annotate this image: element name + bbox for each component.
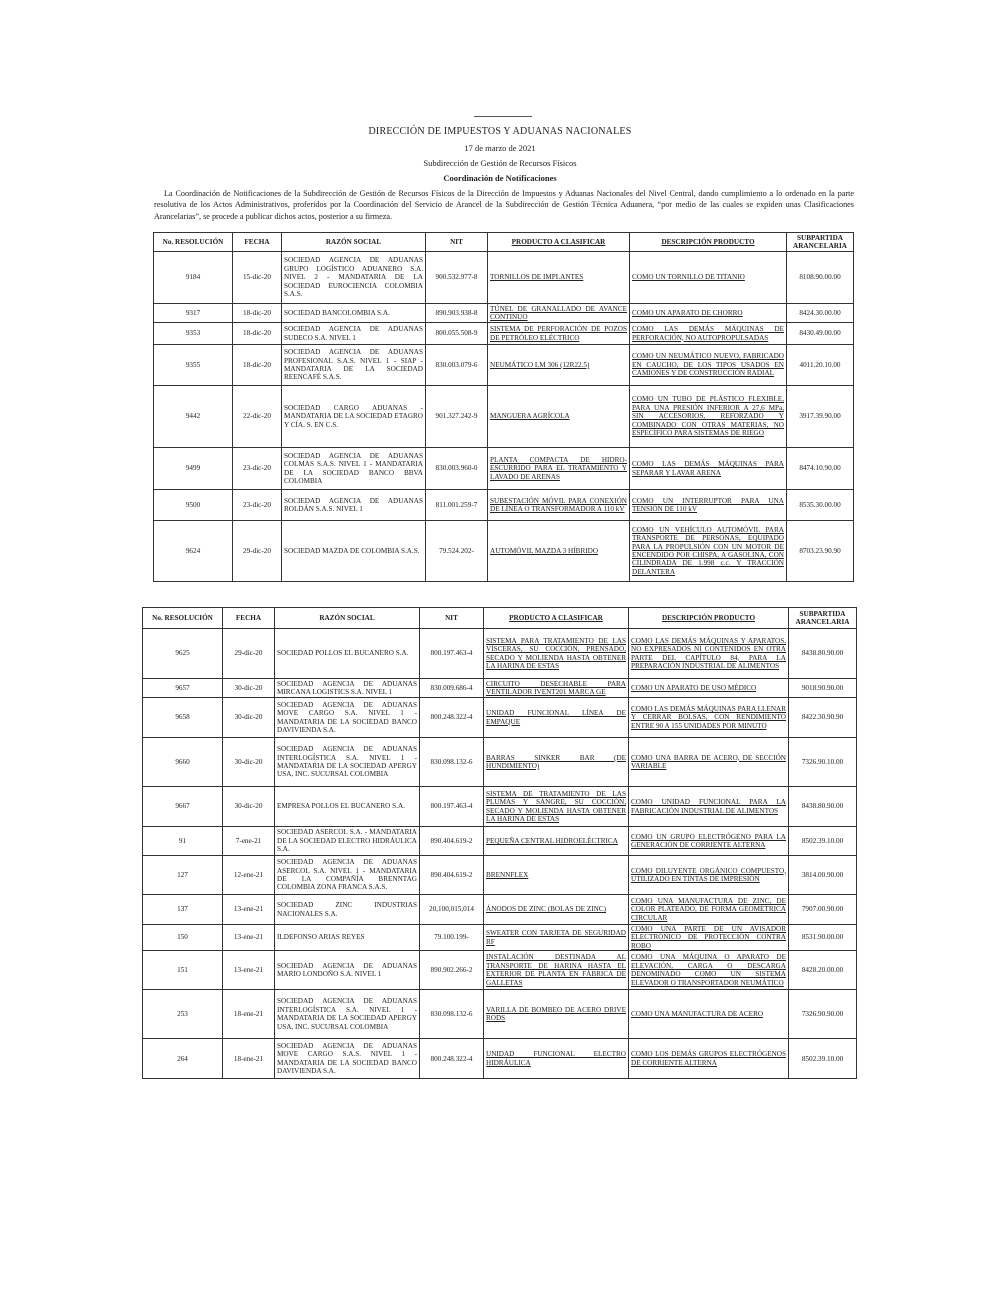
- cell-resolucion: 9658: [143, 698, 223, 738]
- cell-producto: BARRAS SINKER BAR (DE HUNDIMIENTO): [484, 738, 629, 787]
- col-header-razon-social: RAZÓN SOCIAL: [275, 608, 420, 629]
- col-header-descripcion: DESCRIPCIÓN PRODUCTO: [630, 233, 787, 252]
- cell-producto: UNIDAD FUNCIONAL LÍNEA DE EMPAQUE: [484, 698, 629, 738]
- top-rule: [474, 116, 532, 117]
- cell-nit: 20,100,015,014: [420, 895, 484, 925]
- intro-paragraph: La Coordinación de Notificaciones de la Subdirección de Gestión de Recursos Físicos de la Dirección de Impuestos y Aduanas Nacionales del Nivel Central, dando cumplimiento a lo ordenado en la parte resolutiva de los Actos Administrativos, proferidos por la Coordinación del Servicio de Arancel de la Subdirección de Gestión Técnica Aduanera, “por medio de las cuales se expiden unas Clasificaciones Arancelarias”, se procede a publicar dichos actos, posterior a su firmeza.: [154, 189, 854, 221]
- cell-nit: 900.532.977-8: [426, 252, 488, 304]
- cell-descripcion: COMO UN TORNILLO DE TITANIO: [630, 252, 787, 304]
- table-row: [154, 386, 854, 448]
- table-row: [143, 895, 857, 925]
- cell-nit: 830.009.686-4: [420, 679, 484, 698]
- cell-razon-social: SOCIEDAD ASERCOL S.A. - MANDATARIA DE LA SOCIEDAD ELECTRO HIDRÁULICA S.A.: [275, 827, 420, 856]
- table-row: [154, 304, 854, 323]
- cell-fecha: 7-ene-21: [223, 827, 275, 856]
- cell-resolucion: 9353: [154, 323, 233, 345]
- cell-razon-social: SOCIEDAD POLLOS EL BUCANERO S.A.: [275, 629, 420, 679]
- cell-subpartida: 8531.90.00.00: [789, 925, 857, 951]
- cell-descripcion: COMO UN APARATO DE CHORRO: [630, 304, 787, 323]
- table-row: [143, 951, 857, 990]
- cell-producto: PLANTA COMPACTA DE HIDRO-ESCURRIDO PARA EL TRATAMIENTO Y LAVADO DE ARENAS: [488, 448, 630, 490]
- table-row: [154, 252, 854, 304]
- cell-subpartida: 8422.30.90.90: [789, 698, 857, 738]
- table-row: [154, 345, 854, 386]
- cell-razon-social: SOCIEDAD AGENCIA DE ADUANAS MOVE CARGO S.A.S. NIVEL 1 - MANDATARIA DE LA SOCIEDAD BANCO DAVIVIENDA S.A.: [275, 1039, 420, 1079]
- col-header-subpartida: SUBPARTIDA ARANCELARIA: [787, 233, 854, 252]
- table-row: [143, 856, 857, 895]
- cell-resolucion: 137: [143, 895, 223, 925]
- cell-subpartida: 7326.90.90.00: [789, 990, 857, 1039]
- cell-resolucion: 150: [143, 925, 223, 951]
- cell-producto: SISTEMA PARA TRATAMIENTO DE LAS VÍSCERAS, SU COCCIÓN, PRENSADO, SECADO Y MOLIENDA HASTA OBTENER LA HARINA DE ESTAS: [484, 629, 629, 679]
- cell-fecha: 30-dic-20: [223, 698, 275, 738]
- cell-razon-social: ILDEFONSO ARIAS REYES: [275, 925, 420, 951]
- cell-descripcion: COMO UN GRUPO ELECTRÓGENO PARA LA GENERACIÓN DE CORRIENTE ALTERNA: [629, 827, 789, 856]
- cell-razon-social: SOCIEDAD ZINC INDUSTRIAS NACIONALES S.A.: [275, 895, 420, 925]
- col-header-descripcion: DESCRIPCIÓN PRODUCTO: [629, 608, 789, 629]
- cell-descripcion: COMO LAS DEMÁS MÁQUINAS PARA LLENAR Y CERRAR BOLSAS, CON RENDIMIENTO ENTRE 90 A 155 UNIDADES POR MINUTO: [629, 698, 789, 738]
- cell-subpartida: 8535.30.00.00: [787, 490, 854, 521]
- cell-subpartida: 7326.90.10.00: [789, 738, 857, 787]
- cell-fecha: 30-dic-20: [223, 679, 275, 698]
- cell-resolucion: 127: [143, 856, 223, 895]
- cell-descripcion: COMO LAS DEMÁS MÁQUINAS PARA SEPARAR Y LAVAR ARENA: [630, 448, 787, 490]
- cell-producto: AUTOMÓVIL MAZDA 3 HÍBRIDO: [488, 521, 630, 582]
- cell-subpartida: 8428.20.00.00: [789, 951, 857, 990]
- col-header-resolucion: No. RESOLUCIÓN: [143, 608, 223, 629]
- col-header-nit: NIT: [426, 233, 488, 252]
- cell-resolucion: 91: [143, 827, 223, 856]
- cell-producto: UNIDAD FUNCIONAL ELECTRO HIDRÁULICA: [484, 1039, 629, 1079]
- resolutions-table-1: [153, 232, 854, 582]
- cell-razon-social: SOCIEDAD AGENCIA DE ADUANAS SUDECO S.A. NIVEL 1: [282, 323, 426, 345]
- cell-producto: NEUMÁTICO LM 306 (12R22.5): [488, 345, 630, 386]
- cell-subpartida: 4011.20.10.00: [787, 345, 854, 386]
- coordinacion-label: Coordinación de Notificaciones: [443, 173, 557, 183]
- cell-razon-social: SOCIEDAD BANCOLOMBIA S.A.: [282, 304, 426, 323]
- cell-nit: 901.327.242-9: [426, 386, 488, 448]
- cell-fecha: 18-ene-21: [223, 1039, 275, 1079]
- cell-razon-social: SOCIEDAD AGENCIA DE ADUANAS GRUPO LOGÍSTICO ADUANERO S.A. NIVEL 2 - MANDATARIA DE LA SOCIEDAD EUROCIENCIA COLOMBIA S.A.S.: [282, 252, 426, 304]
- cell-producto: TÚNEL DE GRANALLADO DE AVANCE CONTINUO: [488, 304, 630, 323]
- cell-razon-social: SOCIEDAD AGENCIA DE ADUANAS INTERLOGÍSTICA S.A. NIVEL 1 - MANDATARIA DE LA SOCIEDAD APERGY USA, INC. SUCURSAL COLOMBIA: [275, 738, 420, 787]
- cell-subpartida: 8474.10.90.00: [787, 448, 854, 490]
- cell-descripcion: COMO UN TUBO DE PLÁSTICO FLEXIBLE, PARA UNA PRESIÓN INFERIOR A 27,6 MPa, SIN ACCESORIOS, REFORZADO Y COMBINADO CON OTRAS MATERIAS, NO ESPECÍFICO PARA SISTEMAS DE RIEGO: [630, 386, 787, 448]
- table-row: [143, 925, 857, 951]
- cell-descripcion: COMO UNA MANUFACTURA DE ACERO: [629, 990, 789, 1039]
- cell-descripcion: COMO LAS DEMÁS MÁQUINAS Y APARATOS, NO EXPRESADOS NI CONTENIDOS EN OTRA PARTE DEL CAPÍTULO 84, PARA LA PREPARACIÓN INDUSTRIAL DE ALIMENTOS: [629, 629, 789, 679]
- cell-producto: MANGUERA AGRÍCOLA: [488, 386, 630, 448]
- cell-subpartida: 3917.39.90.00: [787, 386, 854, 448]
- cell-nit: 800.248.322-4: [420, 698, 484, 738]
- cell-nit: 830.098.132-6: [420, 990, 484, 1039]
- cell-descripcion: COMO UN VEHÍCULO AUTOMÓVIL PARA TRANSPORTE DE PERSONAS, EQUIPADO PARA LA PROPULSIÓN CON UN MOTOR DE ENCENDIDO POR CHISPA, A GASOLINA, CON CILINDRADA DE 1.998 c.c. Y TRACCIÓN DELANTERA: [630, 521, 787, 582]
- cell-subpartida: 8108.90.00.00: [787, 252, 854, 304]
- cell-razon-social: SOCIEDAD AGENCIA DE ADUANAS ROLDÁN S.A.S. NIVEL 1: [282, 490, 426, 521]
- col-header-fecha: FECHA: [233, 233, 282, 252]
- cell-producto: TORNILLOS DE IMPLANTES: [488, 252, 630, 304]
- cell-descripcion: COMO UNA BARRA DE ACERO, DE SECCIÓN VARIABLE: [629, 738, 789, 787]
- cell-nit: 800.197.463-4: [420, 787, 484, 827]
- cell-fecha: 13-ene-21: [223, 951, 275, 990]
- cell-resolucion: 9667: [143, 787, 223, 827]
- cell-razon-social: SOCIEDAD AGENCIA DE ADUANAS MIRCANA LOGISTICS S.A. NIVEL 1: [275, 679, 420, 698]
- publication-date: 17 de marzo de 2021: [464, 143, 536, 153]
- cell-resolucion: 9184: [154, 252, 233, 304]
- cell-fecha: 30-dic-20: [223, 738, 275, 787]
- col-header-producto: PRODUCTO A CLASIFICAR: [488, 233, 630, 252]
- cell-nit: 830.098.132-6: [420, 738, 484, 787]
- cell-nit: 800.055.508-9: [426, 323, 488, 345]
- cell-fecha: 18-dic-20: [233, 345, 282, 386]
- cell-subpartida: 8438.80.90.00: [789, 629, 857, 679]
- cell-descripcion: COMO UNA MÁQUINA O APARATO DE ELEVACIÓN, CARGA O DESCARGA DENOMINADO COMO UN SISTEMA ELEVADOR O TRANSPORTADOR NEUMÁTICO: [629, 951, 789, 990]
- cell-resolucion: 9660: [143, 738, 223, 787]
- col-header-razon-social: RAZÓN SOCIAL: [282, 233, 426, 252]
- cell-descripcion: COMO UNA PARTE DE UN AVISADOR ELECTRÓNICO DE PROTECCIÓN CONTRA ROBO: [629, 925, 789, 951]
- cell-razon-social: EMPRESA POLLOS EL BUCANERO S.A.: [275, 787, 420, 827]
- table-row: [143, 698, 857, 738]
- cell-subpartida: 8424.30.00.00: [787, 304, 854, 323]
- cell-nit: 811.001.259-7: [426, 490, 488, 521]
- cell-subpartida: 8430.49.00.00: [787, 323, 854, 345]
- cell-fecha: 15-dic-20: [233, 252, 282, 304]
- table-header-row: [154, 233, 854, 252]
- col-header-resolucion: No. RESOLUCIÓN: [154, 233, 233, 252]
- cell-resolucion: 9355: [154, 345, 233, 386]
- cell-fecha: 23-dic-20: [233, 448, 282, 490]
- cell-nit: 79.524.202-: [426, 521, 488, 582]
- cell-producto: SUBESTACIÓN MÓVIL PARA CONEXIÓN DE LÍNEA O TRANSFORMADOR A 110 kV: [488, 490, 630, 521]
- cell-descripcion: COMO UN APARATO DE USO MÉDICO: [629, 679, 789, 698]
- cell-descripcion: COMO UNIDAD FUNCIONAL PARA LA FABRICACIÓN INDUSTRIAL DE ALIMENTOS: [629, 787, 789, 827]
- cell-subpartida: 3814.00.90.00: [789, 856, 857, 895]
- cell-producto: INSTALACIÓN DESTINADA AL TRANSPORTE DE HARINA HASTA EL EXTERIOR DE PLANTA EN FÁBRICA DE GALLETAS: [484, 951, 629, 990]
- table-row: [154, 490, 854, 521]
- cell-fecha: 18-dic-20: [233, 304, 282, 323]
- table-row: [154, 323, 854, 345]
- cell-razon-social: SOCIEDAD AGENCIA DE ADUANAS COLMAS S.A.S. NIVEL 1 - MANDATARIA DE LA SOCIEDAD BANCO BBVA COLOMBIA: [282, 448, 426, 490]
- col-header-producto: PRODUCTO A CLASIFICAR: [484, 608, 629, 629]
- table-row: [143, 827, 857, 856]
- page-title: DIRECCIÓN DE IMPUESTOS Y ADUANAS NACIONALES: [368, 126, 632, 137]
- cell-fecha: 12-ene-21: [223, 856, 275, 895]
- table-row: [143, 679, 857, 698]
- cell-resolucion: 253: [143, 990, 223, 1039]
- cell-subpartida: 7907.00.90.00: [789, 895, 857, 925]
- cell-descripcion: COMO UNA MANUFACTURA DE ZINC, DE COLOR PLATEADO, DE FORMA GEOMÉTRICA CIRCULAR: [629, 895, 789, 925]
- cell-nit: 830.003.079-6: [426, 345, 488, 386]
- table-row: [143, 990, 857, 1039]
- cell-razon-social: SOCIEDAD AGENCIA DE ADUANAS PROFESIONAL S.A.S. NIVEL 1 - SIAP - MANDATARIA DE LA SOCIEDAD REENCAFÉ S.A.S.: [282, 345, 426, 386]
- cell-nit: 890.404.619-2: [420, 827, 484, 856]
- cell-razon-social: SOCIEDAD AGENCIA DE ADUANAS MARIO LONDOÑO S.A. NIVEL 1: [275, 951, 420, 990]
- cell-razon-social: SOCIEDAD AGENCIA DE ADUANAS MOVE CARGO S.A. NIVEL 1 - MANDATARIA DE LA SOCIEDAD BANCO DAVIVIENDA S.A.: [275, 698, 420, 738]
- cell-resolucion: 9499: [154, 448, 233, 490]
- cell-producto: SWEATER CON TARJETA DE SEGURIDAD RF: [484, 925, 629, 951]
- col-header-fecha: FECHA: [223, 608, 275, 629]
- cell-fecha: 13-ene-21: [223, 895, 275, 925]
- cell-fecha: 30-dic-20: [223, 787, 275, 827]
- cell-producto: SISTEMA DE PERFORACIÓN DE POZOS DE PETRÓLEO ELÉCTRICO: [488, 323, 630, 345]
- cell-nit: 890.903.938-8: [426, 304, 488, 323]
- table-header-row: [143, 608, 857, 629]
- cell-nit: 79.100.199-: [420, 925, 484, 951]
- cell-subpartida: 8438.80.90.00: [789, 787, 857, 827]
- cell-descripcion: COMO LAS DEMÁS MÁQUINAS DE PERFORACIÓN, NO AUTOPROPULSADAS: [630, 323, 787, 345]
- cell-fecha: 29-dic-20: [233, 521, 282, 582]
- table-row: [154, 448, 854, 490]
- cell-producto: BRENNFLEX: [484, 856, 629, 895]
- cell-razon-social: SOCIEDAD AGENCIA DE ADUANAS INTERLOGÍSTICA S.A. NIVEL 1 - MANDATARIA DE LA SOCIEDAD APERGY USA, INC. SUCURSAL COLOMBIA: [275, 990, 420, 1039]
- cell-subpartida: 8703.23.90.90: [787, 521, 854, 582]
- cell-fecha: 18-dic-20: [233, 323, 282, 345]
- subdireccion-label: Subdirección de Gestión de Recursos Físicos: [423, 158, 577, 168]
- cell-resolucion: 9317: [154, 304, 233, 323]
- cell-producto: SISTEMA DE TRATAMIENTO DE LAS PLUMAS Y SANGRE, SU COCCIÓN, SECADO Y MOLIENDA HASTA OBTENER LA HARINA DE ESTAS: [484, 787, 629, 827]
- table-row: [154, 521, 854, 582]
- table-row: [143, 629, 857, 679]
- col-header-nit: NIT: [420, 608, 484, 629]
- cell-resolucion: 151: [143, 951, 223, 990]
- cell-descripcion: COMO UN INTERRUPTOR PARA UNA TENSIÓN DE 110 kV: [630, 490, 787, 521]
- cell-producto: CIRCUITO DESECHABLE PARA VENTILADOR IVENT201 MARCA GE: [484, 679, 629, 698]
- col-header-subpartida: SUBPARTIDA ARANCELARIA: [789, 608, 857, 629]
- cell-razon-social: SOCIEDAD AGENCIA DE ADUANAS ASERCOL S.A. NIVEL 1 - MANDATARIA DE LA COMPAÑÍA BRENNTAG COLOMBIA ZONA FRANCA S.A.S.: [275, 856, 420, 895]
- table-row: [143, 738, 857, 787]
- cell-producto: VARILLA DE BOMBEO DE ACERO DRIVE RODS: [484, 990, 629, 1039]
- cell-fecha: 23-dic-20: [233, 490, 282, 521]
- cell-subpartida: 9018.90.90.00: [789, 679, 857, 698]
- cell-subpartida: 8502.39.10.00: [789, 1039, 857, 1079]
- resolutions-table-2: [142, 607, 857, 1079]
- cell-nit: 890.404.619-2: [420, 856, 484, 895]
- cell-resolucion: 9657: [143, 679, 223, 698]
- cell-nit: 800.197.463-4: [420, 629, 484, 679]
- cell-resolucion: 9442: [154, 386, 233, 448]
- table-row: [143, 1039, 857, 1079]
- cell-fecha: 13-ene-21: [223, 925, 275, 951]
- cell-resolucion: 9625: [143, 629, 223, 679]
- cell-razon-social: SOCIEDAD CARGO ADUANAS - MANDATARIA DE LA SOCIEDAD ETAGRO Y CÍA. S. EN C.S.: [282, 386, 426, 448]
- cell-descripcion: COMO LOS DEMÁS GRUPOS ELECTRÓGENOS DE CORRIENTE ALTERNA: [629, 1039, 789, 1079]
- cell-producto: ÁNODOS DE ZINC (BOLAS DE ZINC): [484, 895, 629, 925]
- table-row: [143, 787, 857, 827]
- cell-nit: 800.248.322-4: [420, 1039, 484, 1079]
- cell-resolucion: 9500: [154, 490, 233, 521]
- cell-fecha: 29-dic-20: [223, 629, 275, 679]
- cell-nit: 830.003.960-0: [426, 448, 488, 490]
- cell-resolucion: 9624: [154, 521, 233, 582]
- cell-fecha: 22-dic-20: [233, 386, 282, 448]
- cell-fecha: 18-ene-21: [223, 990, 275, 1039]
- cell-producto: PEQUEÑA CENTRAL HIDROELÉCTRICA: [484, 827, 629, 856]
- cell-nit: 890.902.266-2: [420, 951, 484, 990]
- cell-subpartida: 8502.39.10.00: [789, 827, 857, 856]
- cell-descripcion: COMO UN NEUMÁTICO NUEVO, FABRICADO EN CAUCHO, DE LOS TIPOS USADOS EN CAMIONES Y DE CONSTRUCCIÓN RADIAL: [630, 345, 787, 386]
- cell-descripcion: COMO DILUYENTE ORGÁNICO COMPUESTO, UTILIZADO EN TINTAS DE IMPRESIÓN: [629, 856, 789, 895]
- cell-resolucion: 264: [143, 1039, 223, 1079]
- cell-razon-social: SOCIEDAD MAZDA DE COLOMBIA S.A.S.: [282, 521, 426, 582]
